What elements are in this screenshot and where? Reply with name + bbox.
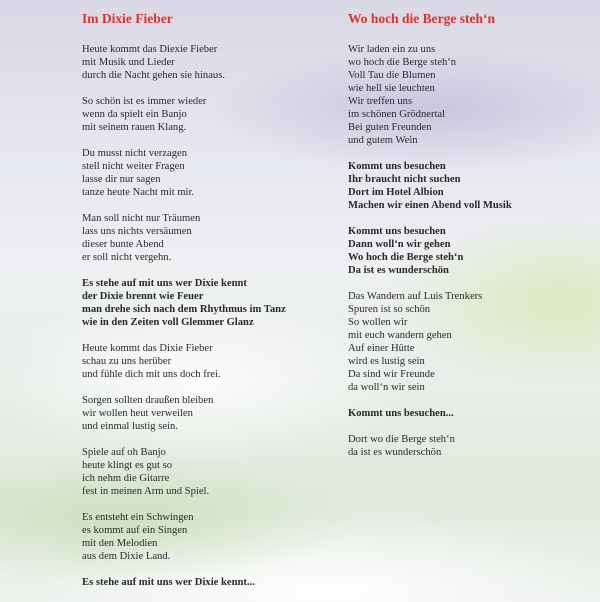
lyric-line: wo hoch die Berge steh‘n <box>348 57 457 68</box>
lyric-line: wie in den Zeiten voll Glemmer Glanz <box>82 317 254 328</box>
lyric-line: So schön ist es immer wieder <box>82 96 207 107</box>
lyric-line: stell nicht weiter Fragen <box>82 161 185 172</box>
lyric-line: der Dixie brennt wie Feuer <box>82 291 204 302</box>
lyric-line: durch die Nacht gehen sie hinaus. <box>82 70 225 81</box>
verse-stanza <box>82 394 332 433</box>
lyric-line: Kommt uns besuchen... <box>348 408 454 419</box>
song-left-column <box>82 10 332 602</box>
song-right-column <box>348 10 598 472</box>
lyric-line: Es stehe auf mit uns wer Dixie kennt... <box>82 577 255 588</box>
lyric-line: Auf einer Hütte <box>348 343 415 354</box>
lyric-line: da ist es wunderschön <box>348 447 442 458</box>
lyric-line: Spiele auf oh Banjo <box>82 447 166 458</box>
lyric-line: mit Musik und Lieder <box>82 57 175 68</box>
lyric-line: Da ist es wunderschön <box>348 265 449 276</box>
lyric-line: Machen wir einen Abend voll Musik <box>348 200 512 211</box>
verse-stanza <box>82 212 332 264</box>
lyric-line: mit seinem rauen Klang. <box>82 122 187 133</box>
lyric-line: tanze heute Nacht mit mir. <box>82 187 195 198</box>
lyric-line: Da sind wir Freunde <box>348 369 435 380</box>
lyric-line: Voll Tau die Blumen <box>348 70 436 81</box>
lyric-line: im schönen Grödnertal <box>348 109 446 120</box>
lyric-line: Sorgen sollten draußen bleiben <box>82 395 214 406</box>
lyric-line: Bei guten Freunden <box>348 122 432 133</box>
verse-stanza <box>82 147 332 199</box>
lyric-line: lass uns nichts versäumen <box>82 226 192 237</box>
lyric-line: Du musst nicht verzagen <box>82 148 188 159</box>
lyric-line: und fühle dich mit uns doch frei. <box>82 369 221 380</box>
lyric-line: Es entsteht ein Schwingen <box>82 512 194 523</box>
lyric-line: Dort wo die Berge steh‘n <box>348 434 455 445</box>
verse-stanza <box>348 433 598 459</box>
lyric-line: Dort im Hotel Albion <box>348 187 444 198</box>
lyric-line: Dann woll‘n wir gehen <box>348 239 451 250</box>
lyric-line: Wir treffen uns <box>348 96 413 107</box>
stanza-list-left <box>82 43 332 589</box>
lyric-line: aus dem Dixie Land. <box>82 551 171 562</box>
lyric-line: heute klingt es gut so <box>82 460 173 471</box>
lyric-line: Heute kommt das Diexie Fieber <box>82 44 218 55</box>
chorus-stanza <box>82 277 332 329</box>
lyric-line: Wo hoch die Berge steh‘n <box>348 252 464 263</box>
lyric-line: fest in meinen Arm und Spiel. <box>82 486 210 497</box>
lyric-line: wenn da spielt ein Banjo <box>82 109 187 120</box>
lyric-line: man drehe sich nach dem Rhythmus im Tanz <box>82 304 286 315</box>
lyric-line: Spuren ist so schön <box>348 304 431 315</box>
lyric-line: Das Wandern auf Luis Trenkers <box>348 291 483 302</box>
verse-stanza <box>82 511 332 563</box>
lyric-line: dieser bunte Abend <box>82 239 164 250</box>
lyric-line: Es stehe auf mit uns wer Dixie kennt <box>82 278 247 289</box>
verse-stanza <box>348 290 598 394</box>
lyric-line: Man soll nicht nur Träumen <box>82 213 201 224</box>
lyric-line: So wollen wir <box>348 317 408 328</box>
lyric-line: wird es lustig sein <box>348 356 425 367</box>
lyric-line: lasse dir nur sagen <box>82 174 161 185</box>
chorus-stanza <box>82 576 332 589</box>
stanza-list-right <box>348 43 598 459</box>
lyric-line: mit euch wandern gehen <box>348 330 452 341</box>
verse-stanza <box>82 95 332 134</box>
verse-stanza <box>82 446 332 498</box>
chorus-stanza <box>348 160 598 212</box>
lyric-line: schau zu uns herüber <box>82 356 172 367</box>
lyric-line: und gutem Wein <box>348 135 418 146</box>
lyric-line: Ihr braucht nicht suchen <box>348 174 461 185</box>
verse-stanza <box>82 43 332 82</box>
chorus-stanza <box>348 407 598 420</box>
lyric-line: und einmal lustig sein. <box>82 421 178 432</box>
verse-stanza <box>82 342 332 381</box>
lyric-line: Heute kommt das Dixie Fieber <box>82 343 213 354</box>
lyric-line: er soll nicht vergehn. <box>82 252 172 263</box>
lyric-line: Kommt uns besuchen <box>348 161 446 172</box>
song-title-left: Im Dixie Fieber <box>82 11 173 26</box>
lyric-line: Kommt uns besuchen <box>348 226 446 237</box>
lyric-line: es kommt auf ein Singen <box>82 525 188 536</box>
lyric-line: ich nehm die Gitarre <box>82 473 170 484</box>
lyric-line: wie hell sie leuchten <box>348 83 435 94</box>
lyric-line: da woll‘n wir sein <box>348 382 425 393</box>
chorus-stanza <box>348 225 598 277</box>
lyric-line: Wir laden ein zu uns <box>348 44 436 55</box>
song-title-right: Wo hoch die Berge steh‘n <box>348 11 495 26</box>
lyric-line: wir wollen heut verweilen <box>82 408 193 419</box>
verse-stanza <box>348 43 598 147</box>
lyric-line: mit den Melodien <box>82 538 158 549</box>
